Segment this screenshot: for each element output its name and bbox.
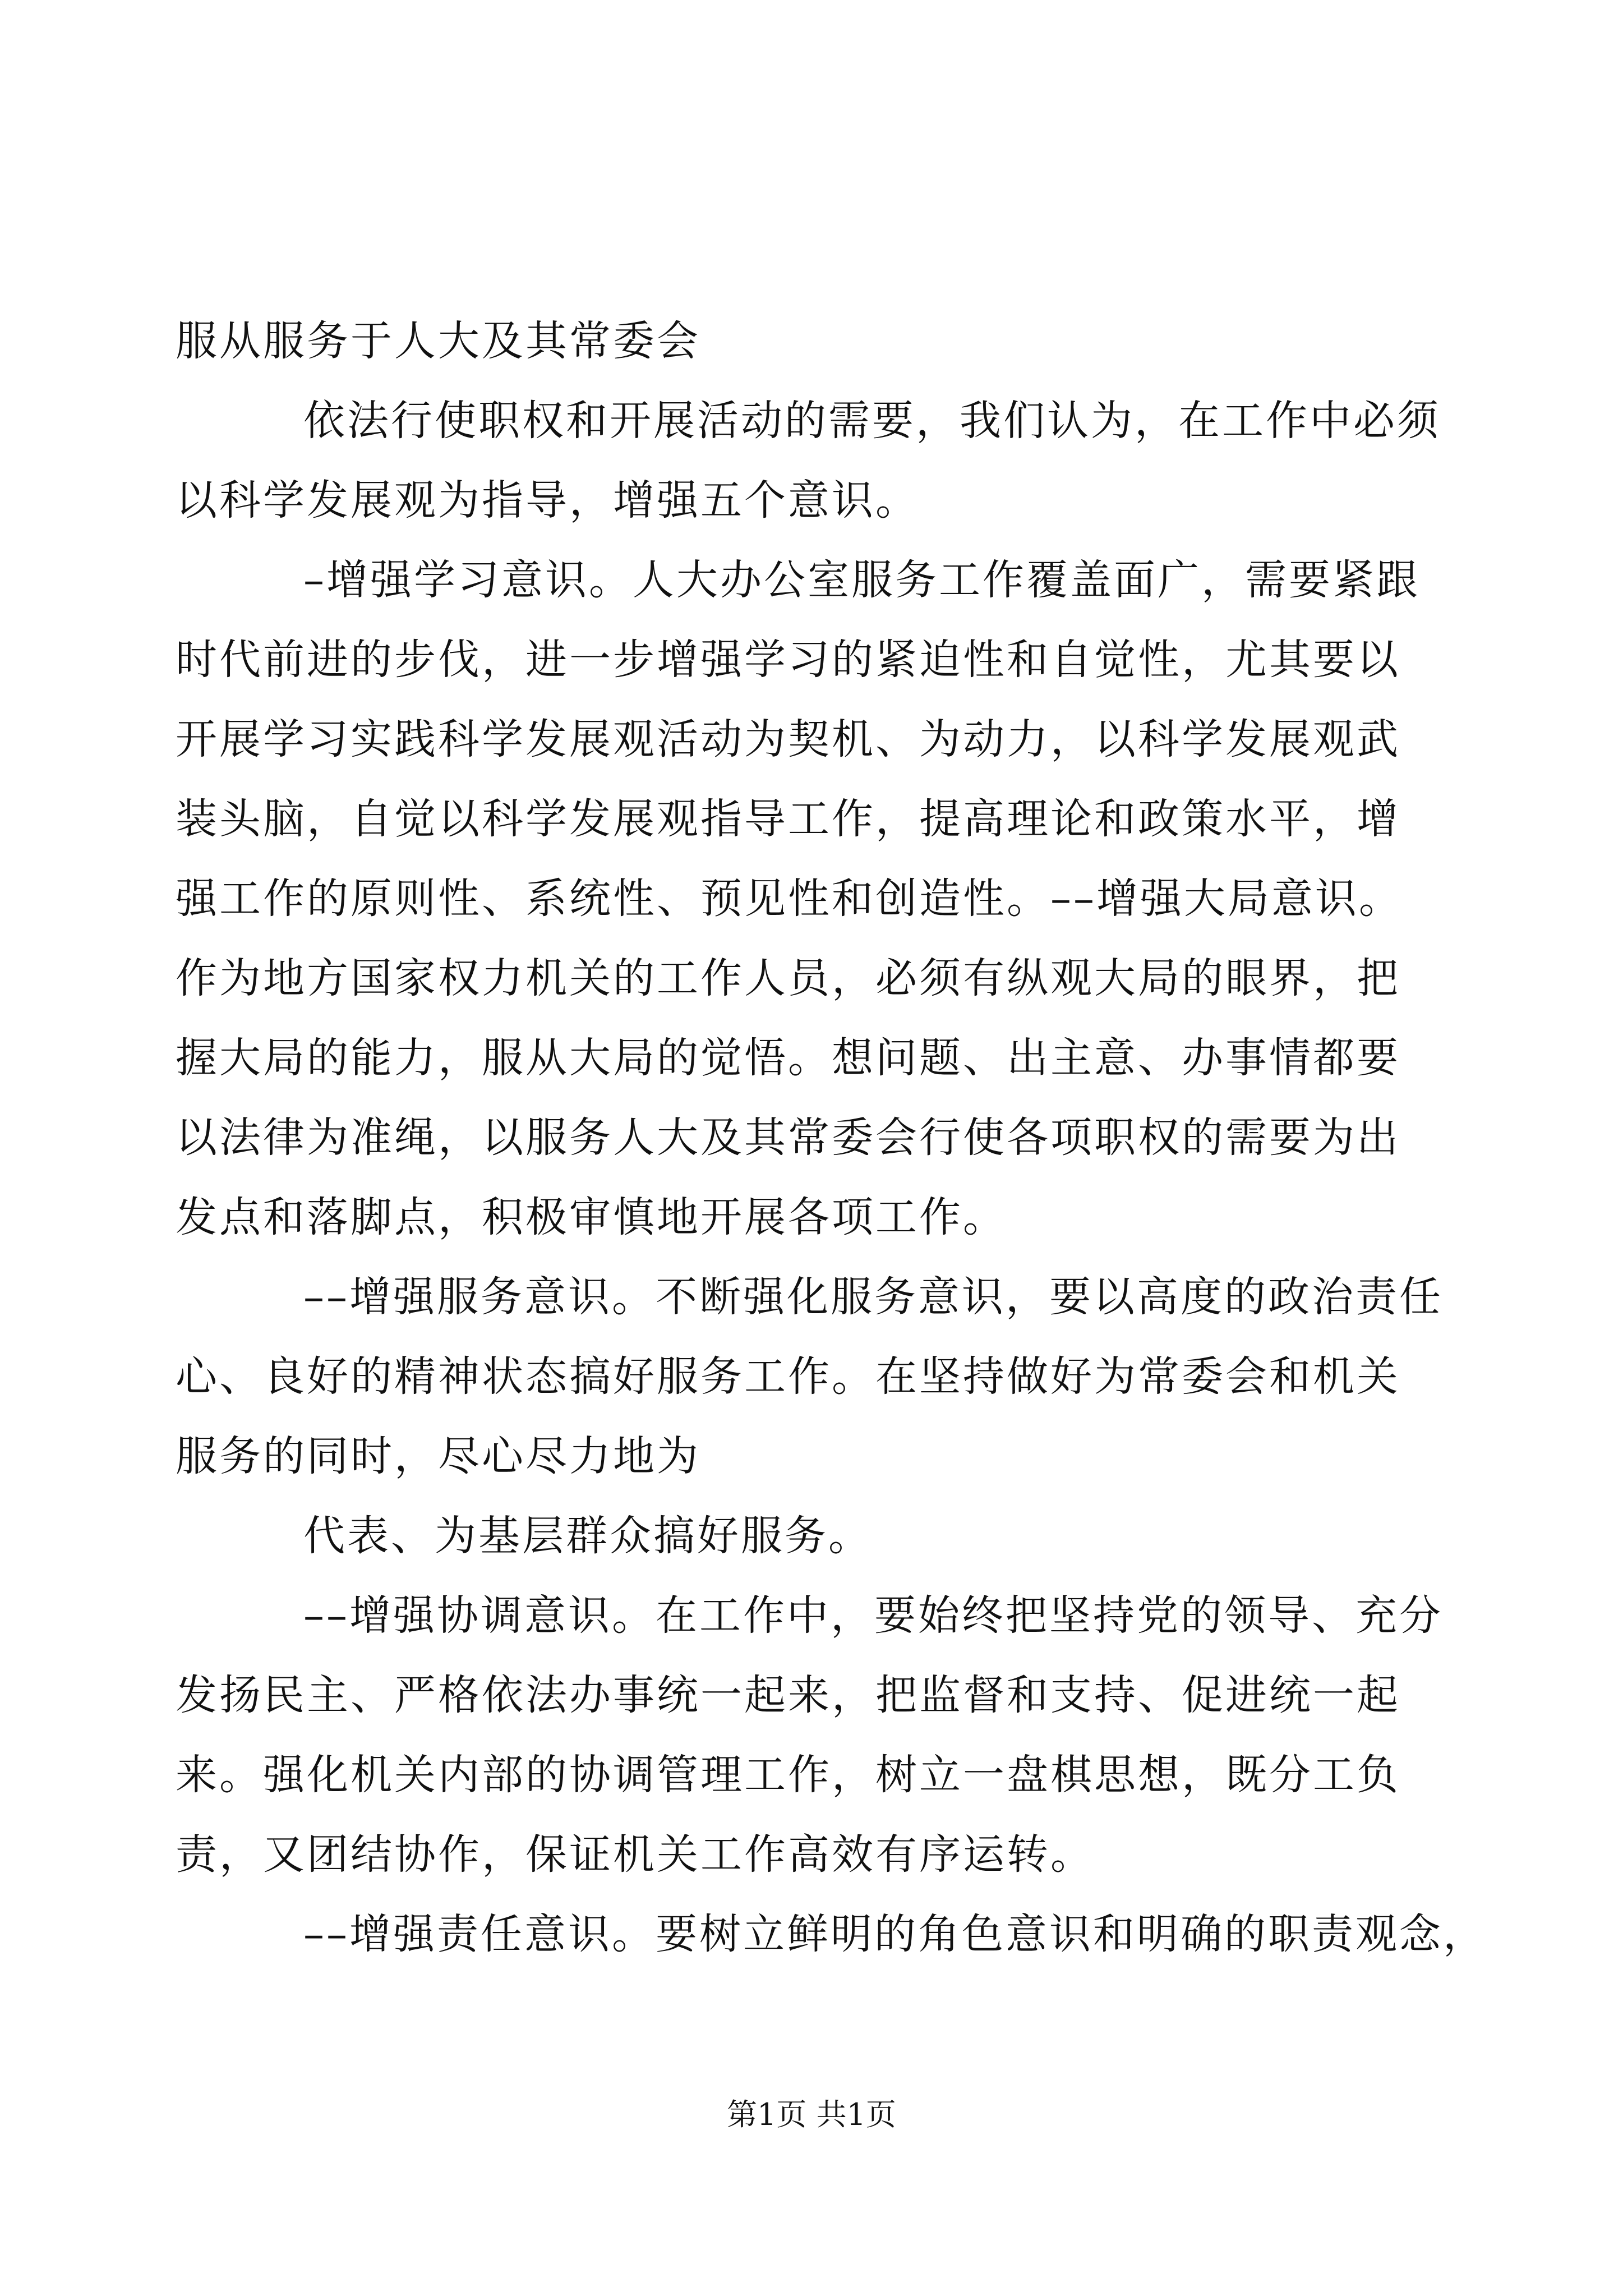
text-line: 以科学发展观为指导，增强五个意识。	[176, 476, 919, 524]
text-line: 握大局的能力，服从大局的觉悟。想问题、出主意、办事情都要	[176, 1034, 1400, 1082]
text-line: ––增强服务意识。不断强化服务意识，要以高度的政治责任	[303, 1273, 1443, 1321]
text-line: 代表、为基层群众搞好服务。	[303, 1512, 872, 1560]
text-line: 心、良好的精神状态搞好服务工作。在坚持做好为常委会和机关	[176, 1352, 1400, 1401]
text-line: 开展学习实践科学发展观活动为契机、为动力，以科学发展观武	[176, 715, 1400, 763]
text-line: 强工作的原则性、系统性、预见性和创造性。––增强大局意识。	[176, 875, 1403, 923]
text-line: 发扬民主、严格依法办事统一起来，把监督和支持、促进统一起	[176, 1671, 1400, 1719]
text-line: 服务的同时，尽心尽力地为	[176, 1432, 700, 1480]
text-line: ––增强协调意识。在工作中，要始终把坚持党的领导、充分	[303, 1591, 1443, 1640]
text-line: 发点和落脚点，积极审慎地开展各项工作。	[176, 1193, 1007, 1241]
text-line: ––增强责任意识。要树立鲜明的角色意识和明确的职责观念，	[303, 1910, 1487, 1958]
text-line: 装头脑，自觉以科学发展观指导工作，提高理论和政策水平，增	[176, 795, 1400, 843]
text-line: 时代前进的步伐，进一步增强学习的紧迫性和自觉性，尤其要以	[176, 636, 1400, 684]
text-line: 服从服务于人大及其常委会	[176, 317, 700, 365]
text-line: 作为地方国家权力机关的工作人员，必须有纵观大局的眼界，把	[176, 954, 1400, 1002]
page-footer: 第1页 共1页	[727, 2097, 896, 2132]
text-line: –增强学习意识。人大办公室服务工作覆盖面广，需要紧跟	[303, 556, 1420, 604]
text-line: 依法行使职权和开展活动的需要，我们认为，在工作中必须	[303, 397, 1441, 445]
text-line: 责，又团结协作，保证机关工作高效有序运转。	[176, 1830, 1094, 1879]
text-line: 来。强化机关内部的协调管理工作，树立一盘棋思想，既分工负	[176, 1751, 1400, 1799]
text-line: 以法律为准绳，以服务人大及其常委会行使各项职权的需要为出	[176, 1114, 1400, 1162]
